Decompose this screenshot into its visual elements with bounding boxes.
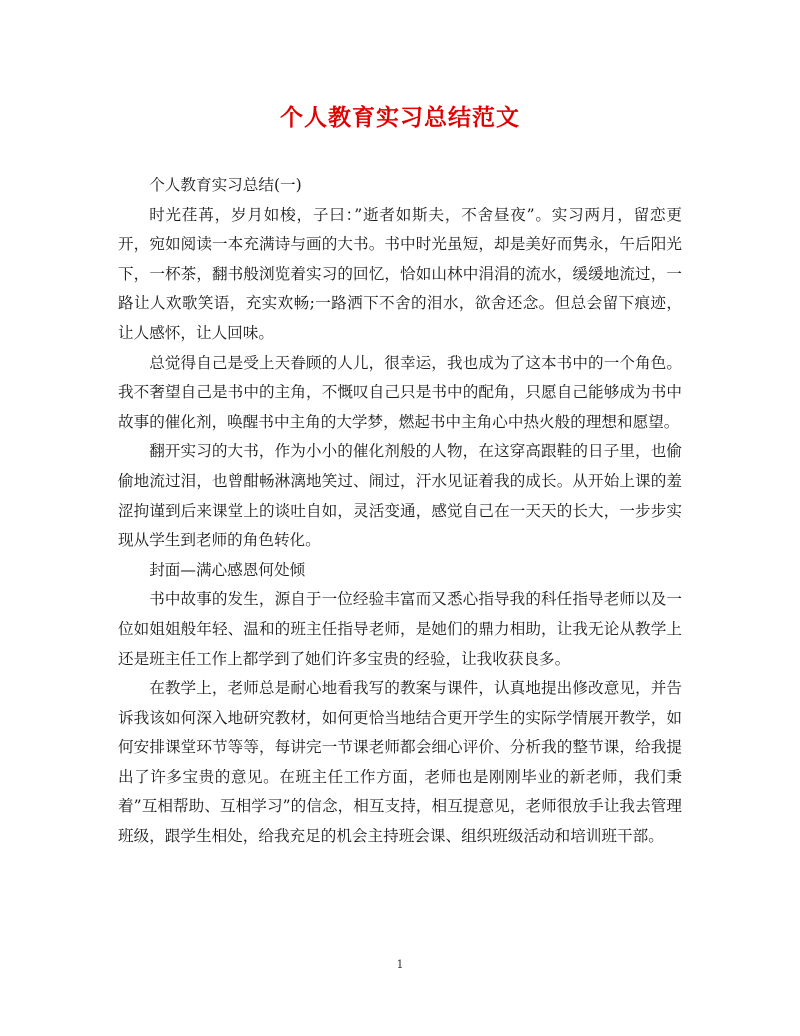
section-heading: 个人教育实习总结(一) (149, 176, 302, 194)
body-paragraph: 书中故事的发生，源自于一位经验丰富而又悉心指导我的科任指导老师以及一位如姐姐般年轻、温和的班主任指导老师，是她们的鼎力相助，让我无论从教学上还是班主任工作上都学到了她们许多宝贵的经验，让我收获良多。 (118, 590, 682, 668)
body-paragraph: 时光荏苒，岁月如梭，子曰：”逝者如斯夫，不舍昼夜”。实习两月，留恋更开，宛如阅读一本充满诗与画的大书。书中时光虽短，却是美好而隽永，午后阳光下，一杯茶，翻书般浏览着实习的回忆，恰如山林中涓涓的流水，缓缓地流过，一路让人欢歌笑语，充实欢畅;一路洒下不舍的泪水，欲舍还念。但总会留下痕迹，让人感怀，让人回味。 (118, 205, 682, 342)
body-paragraph: 总觉得自己是受上天眷顾的人儿，很幸运，我也成为了这本书中的一个角色。我不奢望自己是书中的主角，不慨叹自己只是书中的配角，只愿自己能够成为书中故事的催化剂，唤醒书中主角的大学梦，燃起书中主角心中热火般的理想和愿望。 (118, 353, 682, 431)
body-paragraph: 在教学上，老师总是耐心地看我写的教案与课件，认真地提出修改意见，并告诉我该如何深入地研究教材，如何更恰当地结合更开学生的实际学情展开教学，如何安排课堂环节等等，每讲完一节课老师都会细心评价、分析我的整节课，给我提出了许多宝贵的意见。在班主任工作方面，老师也是刚刚毕业的新老师，我们秉着”互相帮助、互相学习”的信念，相互支持，相互提意见，老师很放手让我去管理班级，跟学生相处，给我充足的机会主持班会课、组织班级活动和培训班干部。 (118, 679, 682, 846)
document-body (118, 171, 682, 852)
page-number: 1 (396, 958, 404, 971)
section-subheading: 封面—满心感恩何处倾 (149, 560, 306, 579)
document-title: 个人教育实习总结范文 (280, 104, 520, 131)
body-paragraph: 翻开实习的大书，作为小小的催化剂般的人物，在这穿高跟鞋的日子里，也偷偷地流过泪，也曾酣畅淋漓地笑过、闹过，汗水见证着我的成长。从开始上课的羞涩拘谨到后来课堂上的谈吐自如，灵活变通，感觉自己在一天天的长大，一步步实现从学生到老师的角色转化。 (118, 442, 682, 550)
